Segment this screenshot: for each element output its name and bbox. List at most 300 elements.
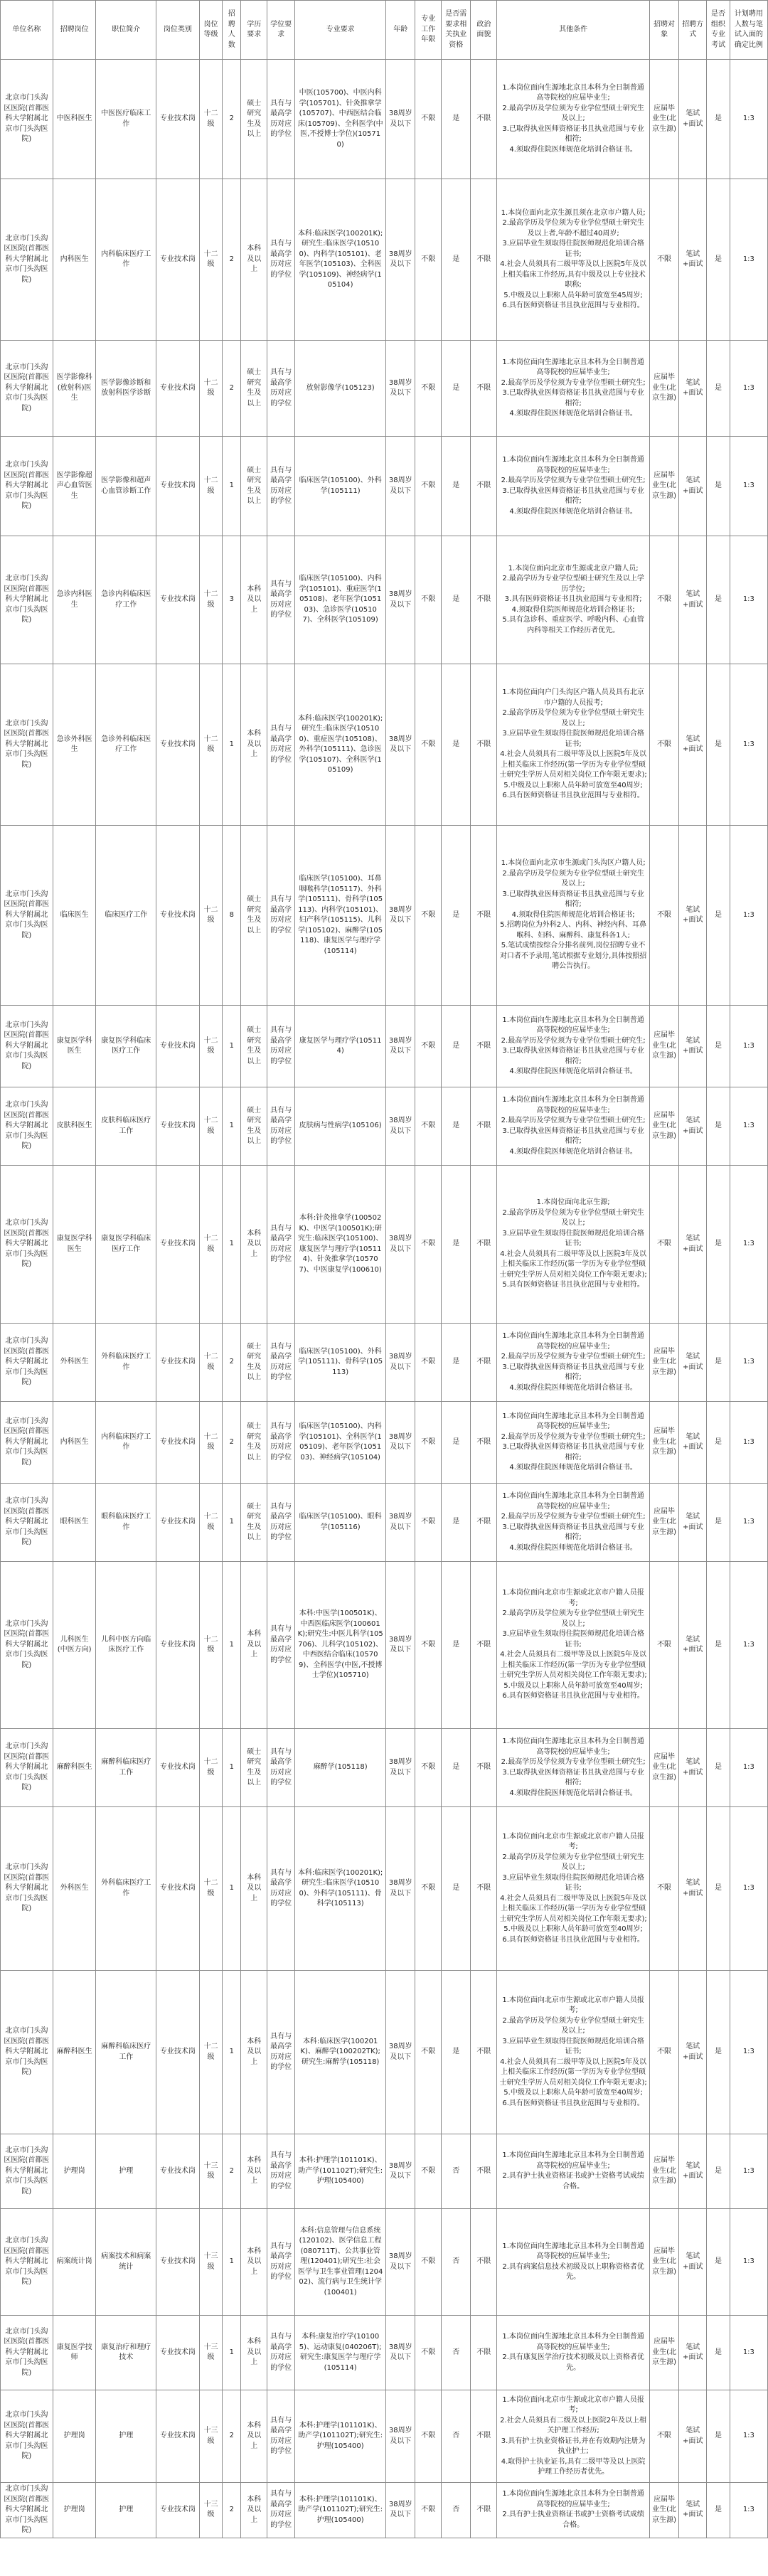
cell-major: 放射影像学(105123) [295,341,386,437]
cell-count: 2 [223,1402,241,1484]
cell-level: 十二级 [199,437,223,536]
cell-brief: 康复医学科临床医疗工作 [96,1166,156,1324]
cell-politics: 不限 [471,2209,497,2316]
cell-exam: 是 [707,1402,730,1484]
cell-politics: 不限 [471,437,497,536]
cell-age: 38周岁及以下 [386,1166,415,1324]
cell-years: 不限 [415,2483,442,2538]
cell-brief: 护理 [96,2134,156,2209]
cell-cert: 是 [442,826,471,1006]
cell-exam: 是 [707,1484,730,1562]
header-years: 专业工作年限 [415,1,442,60]
cell-count: 2 [223,60,241,179]
cell-degree: 具有与最高学历对应的学位 [267,437,295,536]
cell-category: 专业技术岗 [156,1006,200,1087]
cell-unit: 北京市门头沟区医院(首都医科大学附属北京市门头沟医院) [1,2134,53,2209]
table-row [1,664,768,826]
cell-years: 不限 [415,60,442,179]
cell-politics: 不限 [471,60,497,179]
table-row [1,60,768,179]
cell-count: 1 [223,1807,241,1971]
cell-count: 1 [223,1971,241,2134]
cell-category: 专业技术岗 [156,1087,200,1166]
cell-other: 1.本岗位面向生源地北京且本科为全日制普通高等院校的应届毕业生; 2.具有病案信息技术初级及以上职称资格者优先。 [497,2209,650,2316]
cell-age: 38周岁及以下 [386,341,415,437]
cell-edu: 硕士研究生及以上 [241,1324,267,1402]
cell-target: 应届毕业生(北京生源) [649,1402,678,1484]
cell-major: 本科:信息管理与信息系统(120102)、医学信息工程(080711T)、公共事业管理(120401);研究生:社会医学与卫生事业管理(120402)、流行病与卫生统计学(100401) [295,2209,386,2316]
cell-method: 笔试+面试 [679,2316,707,2390]
cell-exam: 是 [707,536,730,664]
cell-cert: 是 [442,179,471,341]
cell-years: 不限 [415,2316,442,2390]
cell-other: 1.本岗位面向北京市生源或北京市户籍人员报考; 2.最高学历及学位须为专业学位型硕士研究生及以上; 3.应届毕业生须取得住院医师规范化培训合格证书; 4.社会人员须具有二级甲等及以上医院5年及以上相关临床工作经历(第一学历为专业学位型硕士研究生学历人员对相关岗位工作年限无要求); 5.中级及以上职称人员年龄可放宽至40周岁; 6.具有医师资格证书且执业范围与专业相符。 [497,1971,650,2134]
cell-edu: 本科及以上 [241,2390,267,2483]
cell-target: 应届毕业生(北京生源) [649,437,678,536]
cell-degree: 具有与最高学历对应的学位 [267,341,295,437]
cell-exam: 是 [707,2390,730,2483]
cell-count: 1 [223,1087,241,1166]
cell-category: 专业技术岗 [156,179,200,341]
cell-brief: 麻醉科临床医疗工作 [96,1729,156,1807]
cell-unit: 北京市门头沟区医院(首都医科大学附属北京市门头沟医院) [1,1484,53,1562]
cell-exam: 是 [707,826,730,1006]
table-row [1,2390,768,2483]
cell-major: 临床医学(105100)、耳鼻咽喉科学(105117)、外科学(105111)、骨科学(105113)、内科学(105101)、妇产科学(105115)、儿科学(105102)、麻醉学(105118)、康复医学与理疗学(105114) [295,826,386,1006]
cell-major: 临床医学(105100)、眼科学(105116) [295,1484,386,1562]
cell-politics: 不限 [471,1562,497,1729]
cell-cert: 是 [442,1562,471,1729]
cell-method: 笔试+面试 [679,437,707,536]
cell-exam: 是 [707,1971,730,2134]
cell-age: 38周岁及以下 [386,2316,415,2390]
cell-other: 1.本岗位面向生源地北京且本科为全日制普通高等院校的应届毕业生; 2.最高学历及学位须为专业学位型硕士研究生; 3.已取得执业医师资格证书且执业范围与专业相符; 4.须取得住院医师规范化培训合格证书。 [497,1729,650,1807]
header-degree: 学位要求 [267,1,295,60]
cell-post: 护理岗 [53,2134,96,2209]
cell-level: 十二级 [199,1324,223,1402]
cell-edu: 硕士研究生及以上 [241,1729,267,1807]
cell-brief: 护理 [96,2483,156,2538]
table-row [1,2483,768,2538]
table-row [1,1402,768,1484]
cell-ratio: 1:3 [730,664,767,826]
cell-ratio: 1:3 [730,1729,767,1807]
cell-age: 38周岁及以下 [386,1484,415,1562]
cell-cert: 是 [442,341,471,437]
cell-degree: 具有与最高学历对应的学位 [267,1484,295,1562]
cell-major: 本科:针灸推拿学(100502K)、中医学(100501K);研究生:临床医学(105100)、康复医学与理疗学(105114)、针灸推拿学(105707)、中医康复学(100610) [295,1166,386,1324]
cell-cert: 否 [442,2390,471,2483]
cell-edu: 本科及以上 [241,2134,267,2209]
cell-category: 专业技术岗 [156,2134,200,2209]
cell-ratio: 1:3 [730,2316,767,2390]
cell-other: 1.本岗位面向生源地北京且本科为全日制普通高等院校的应届毕业生; 2.具有康复医学治疗技术初级及以上资格者优先。 [497,2316,650,2390]
cell-target: 不限 [649,664,678,826]
cell-other: 1.本岗位面向生源地北京且本科为全日制普通高等院校的应届毕业生; 2.最高学历及学位须为专业学位型硕士研究生; 3.已取得执业医师资格证书且执业范围与专业相符; 4.须取得住院医师规范化培训合格证书。 [497,1402,650,1484]
cell-unit: 北京市门头沟区医院(首都医科大学附属北京市门头沟医院) [1,2483,53,2538]
cell-brief: 临床医疗工作 [96,826,156,1006]
table-row [1,1807,768,1971]
cell-edu: 本科及以上 [241,179,267,341]
cell-cert: 是 [442,1484,471,1562]
cell-brief: 急诊外科临床医疗工作 [96,664,156,826]
cell-unit: 北京市门头沟区医院(首都医科大学附属北京市门头沟医院) [1,1402,53,1484]
cell-category: 专业技术岗 [156,60,200,179]
cell-degree: 具有与最高学历对应的学位 [267,1087,295,1166]
header-unit: 单位名称 [1,1,53,60]
cell-years: 不限 [415,437,442,536]
cell-post: 病案统计岗 [53,2209,96,2316]
cell-age: 38周岁及以下 [386,1729,415,1807]
cell-other: 1.本岗位面向北京市生源或北京户籍人员; 2.最高学历为专业学位型硕士研究生及以上学历学位; 3.具有医师资格证书且执业范围与专业相符; 4.须取得住院医师规范化培训合格证书; 5.具有急诊科、重症医学、呼吸内科、心血管内科等相关工作经历者优先。 [497,536,650,664]
cell-category: 专业技术岗 [156,1807,200,1971]
cell-category: 专业技术岗 [156,826,200,1006]
cell-post: 儿科医生(中医方向) [53,1562,96,1729]
cell-method: 笔试+面试 [679,1807,707,1971]
cell-major: 本科:临床医学(100201K);研究生:临床医学(105100)、外科学(105111)、骨科学(105113) [295,1807,386,1971]
cell-unit: 北京市门头沟区医院(首都医科大学附属北京市门头沟医院) [1,536,53,664]
cell-brief: 医学影像诊断和放射科医学诊断 [96,341,156,437]
cell-degree: 具有与最高学历对应的学位 [267,179,295,341]
cell-major: 本科:护理学(101101K)、助产学(101102T);研究生:护理(105400) [295,2134,386,2209]
cell-politics: 不限 [471,664,497,826]
cell-major: 本科:临床医学(100201K)、麻醉学(100202TK);研究生:麻醉学(105118) [295,1971,386,2134]
cell-years: 不限 [415,1971,442,2134]
cell-politics: 不限 [471,1729,497,1807]
cell-ratio: 1:3 [730,2390,767,2483]
cell-other: 1.本岗位面向生源地北京且本科为全日制普通高等院校的应届毕业生; 2.最高学历及学位须为专业学位型硕士研究生; 3.已取得执业医师资格证书且执业范围与专业相符; 4.须取得住院医师规范化培训合格证书。 [497,1087,650,1166]
cell-category: 专业技术岗 [156,2390,200,2483]
cell-brief: 眼科临床医疗工作 [96,1484,156,1562]
cell-category: 专业技术岗 [156,1484,200,1562]
cell-exam: 是 [707,1087,730,1166]
header-brief: 职位简介 [96,1,156,60]
cell-ratio: 1:3 [730,179,767,341]
cell-degree: 具有与最高学历对应的学位 [267,536,295,664]
cell-politics: 不限 [471,1006,497,1087]
cell-category: 专业技术岗 [156,2209,200,2316]
cell-cert: 是 [442,1006,471,1087]
cell-target: 应届毕业生(北京生源) [649,1729,678,1807]
cell-target: 不限 [649,1807,678,1971]
header-exam: 是否组织专业考试 [707,1,730,60]
cell-other: 1.本岗位面向户门头沟区户籍人员及具有北京市户籍的人员报考; 2.最高学历及学位须为专业学位型硕士研究生及以上; 3.应届毕业生须取得住院医师规范化培训合格证书; 4.社会人员须具有二级甲等及以上医院5年及以上相关临床工作经历(第一学历为专业学位型硕士研究生学历人员对相关岗位工作年限无要求); 5.中级及以上职称人员年龄可放宽至40周岁; 6.具有医师资格证书且执业范围与专业相符。 [497,664,650,826]
cell-level: 十二级 [199,1562,223,1729]
table-row [1,1166,768,1324]
cell-post: 内科医生 [53,1402,96,1484]
cell-count: 1 [223,2209,241,2316]
cell-level: 十三级 [199,2209,223,2316]
cell-edu: 本科及以上 [241,1166,267,1324]
cell-other: 1.本岗位面向北京市生源或北京市户籍人员报考; 2.社会人员须具有二级及以上医院2年及以上相关护理工作经历; 3.具有护士执业资格证书,并在有效期内注册为执业护士; 4.取得护士执业证书,具有二级甲等及以上医院护理工作经历者优先。 [497,2390,650,2483]
cell-major: 临床医学(105100)、内科学(105101)、重症医学(105108)、老年医学(105103)、急诊医学(105107)、全科医学(105109) [295,536,386,664]
cell-years: 不限 [415,341,442,437]
table-row [1,341,768,437]
cell-ratio: 1:3 [730,437,767,536]
cell-politics: 不限 [471,2134,497,2209]
cell-target: 应届毕业生(北京生源) [649,1006,678,1087]
cell-category: 专业技术岗 [156,1562,200,1729]
cell-years: 不限 [415,1807,442,1971]
cell-method: 笔试+面试 [679,1166,707,1324]
cell-other: 1.本岗位面向生源地北京且本科为全日制普通高等院校的应届毕业生; 2.最高学历及学位须为专业学位型硕士研究生; 3.已取得执业医师资格证书且执业范围与专业相符; 4.须取得住院医师规范化培训合格证书。 [497,1006,650,1087]
cell-age: 38周岁及以下 [386,2209,415,2316]
table-row [1,826,768,1006]
cell-category: 专业技术岗 [156,341,200,437]
header-cert: 是否需要求相关执业资格 [442,1,471,60]
cell-post: 康复医学科医生 [53,1166,96,1324]
cell-degree: 具有与最高学历对应的学位 [267,826,295,1006]
cell-edu: 硕士研究生及以上 [241,1006,267,1087]
cell-politics: 不限 [471,2483,497,2538]
cell-age: 38周岁及以下 [386,1807,415,1971]
cell-unit: 北京市门头沟区医院(首都医科大学附属北京市门头沟医院) [1,437,53,536]
cell-method: 笔试+面试 [679,2483,707,2538]
cell-years: 不限 [415,2134,442,2209]
cell-other: 1.本岗位面向生源地北京且本科为全日制普通高等院校的应届毕业生; 2.最高学历及学位须为专业学位型硕士研究生; 3.已取得执业医师资格证书且执业范围与专业相符; 4.须取得住院医师规范化培训合格证书。 [497,341,650,437]
header-age: 年龄 [386,1,415,60]
cell-target: 不限 [649,826,678,1006]
cell-years: 不限 [415,664,442,826]
cell-brief: 外科临床医疗工作 [96,1324,156,1402]
cell-other: 1.本岗位面向北京生源且须在北京市户籍人员; 2.最高学历及学位须为专业学位型硕士研究生及以上者,年龄不超过40周岁; 3.应届毕业生须取得住院医师规范化培训合格证书; 4.社会人员须具有二级甲等及以上医院5年及以上相关临床工作经历,具有中级及以上专业技术职称; 5.中级及以上职称人员年龄可放宽至45周岁; 6.具有医师资格证书且执业范围与专业相符。 [497,179,650,341]
cell-count: 2 [223,179,241,341]
cell-unit: 北京市门头沟区医院(首都医科大学附属北京市门头沟医院) [1,664,53,826]
cell-edu: 本科及以上 [241,1807,267,1971]
cell-other: 1.本岗位面向生源地北京且本科为全日制普通高等院校的应届毕业生; 2.具有护士执业资格证书或护士资格考试成绩合格。 [497,2483,650,2538]
table-row [1,1087,768,1166]
cell-age: 38周岁及以下 [386,1402,415,1484]
cell-count: 2 [223,2390,241,2483]
cell-category: 专业技术岗 [156,437,200,536]
cell-exam: 是 [707,341,730,437]
cell-brief: 急诊内科临床医疗工作 [96,536,156,664]
cell-target: 应届毕业生(北京生源) [649,2483,678,2538]
cell-cert: 是 [442,664,471,826]
cell-ratio: 1:3 [730,341,767,437]
cell-method: 笔试+面试 [679,179,707,341]
cell-method: 笔试+面试 [679,536,707,664]
cell-category: 专业技术岗 [156,2316,200,2390]
cell-politics: 不限 [471,1324,497,1402]
cell-exam: 是 [707,60,730,179]
cell-level: 十二级 [199,1971,223,2134]
cell-years: 不限 [415,179,442,341]
cell-cert: 否 [442,2209,471,2316]
cell-age: 38周岁及以下 [386,437,415,536]
cell-post: 中医科医生 [53,60,96,179]
cell-post: 外科医生 [53,1324,96,1402]
table-row [1,179,768,341]
cell-category: 专业技术岗 [156,1166,200,1324]
cell-unit: 北京市门头沟区医院(首都医科大学附属北京市门头沟医院) [1,826,53,1006]
header-level: 岗位等级 [199,1,223,60]
header-target: 招聘对象 [649,1,678,60]
cell-unit: 北京市门头沟区医院(首都医科大学附属北京市门头沟医院) [1,2390,53,2483]
cell-level: 十二级 [199,341,223,437]
cell-other: 1.本岗位面向生源地北京且本科为全日制普通高等院校的应届毕业生; 2.最高学历及学位须为专业学位型硕士研究生及以上; 3.已取得执业医师资格证书且执业范围与专业相符; 4.须取得住院医师规范化培训合格证书。 [497,60,650,179]
cell-years: 不限 [415,1729,442,1807]
cell-edu: 本科及以上 [241,2483,267,2538]
cell-brief: 内科临床医疗工作 [96,1402,156,1484]
cell-politics: 不限 [471,1484,497,1562]
cell-exam: 是 [707,179,730,341]
cell-method: 笔试+面试 [679,1087,707,1166]
cell-ratio: 1:3 [730,1484,767,1562]
cell-other: 1.本岗位面向北京生源; 2.最高学历及学位须为专业学位型硕士研究生及以上; 3.应届毕业生须取得住院医师规范化培训合格证书; 4.社会人员须具有二级甲等及以上医院3年及以上相关临床工作经历(第一学历为专业学位型硕士研究生学历人员对相关岗位工作年限无要求); 5.具有医师资格证书且执业范围与专业相符。 [497,1166,650,1324]
cell-ratio: 1:3 [730,1324,767,1402]
cell-unit: 北京市门头沟区医院(首都医科大学附属北京市门头沟医院) [1,179,53,341]
cell-cert: 是 [442,1324,471,1402]
cell-unit: 北京市门头沟区医院(首都医科大学附属北京市门头沟医院) [1,1729,53,1807]
cell-unit: 北京市门头沟区医院(首都医科大学附属北京市门头沟医院) [1,1166,53,1324]
cell-exam: 是 [707,1324,730,1402]
cell-post: 康复医学技师 [53,2316,96,2390]
cell-exam: 是 [707,664,730,826]
cell-ratio: 1:3 [730,1402,767,1484]
cell-count: 1 [223,1562,241,1729]
cell-degree: 具有与最高学历对应的学位 [267,2483,295,2538]
cell-degree: 具有与最高学历对应的学位 [267,2209,295,2316]
cell-politics: 不限 [471,1402,497,1484]
cell-exam: 是 [707,1006,730,1087]
cell-major: 本科:临床医学(100201K);研究生:临床医学(105100)、内科学(105101)、老年医学(105103)、全科医学(105109)、神经病学(105104) [295,179,386,341]
cell-method: 笔试+面试 [679,2209,707,2316]
cell-major: 本科:康复治疗学(101005)、运动康复(040206T);研究生:康复医学与理疗学(105114) [295,2316,386,2390]
cell-post: 急诊内科医生 [53,536,96,664]
cell-major: 临床医学(105100)、外科学(105111) [295,437,386,536]
cell-edu: 本科及以上 [241,2209,267,2316]
cell-years: 不限 [415,1484,442,1562]
cell-degree: 具有与最高学历对应的学位 [267,1324,295,1402]
cell-unit: 北京市门头沟区医院(首都医科大学附属北京市门头沟医院) [1,1807,53,1971]
cell-unit: 北京市门头沟区医院(首都医科大学附属北京市门头沟医院) [1,1087,53,1166]
header-edu: 学历要求 [241,1,267,60]
cell-cert: 是 [442,1402,471,1484]
cell-post: 麻醉科医生 [53,1729,96,1807]
cell-count: 2 [223,2134,241,2209]
cell-cert: 是 [442,60,471,179]
cell-other: 1.本岗位面向北京市生源或北京市户籍人员报考; 2.最高学历及学位须为专业学位型硕士研究生及以上; 3.应届毕业生须取得住院医师规范化培训合格证书; 4.社会人员须具有二级甲等及以上医院5年及以上相关临床工作经历(第一学历为专业学位型硕士研究生学历人员对相关岗位工作年限无要求); 5.中级及以上职称人员年龄可放宽至40周岁; 6.具有医师资格证书且执业范围与专业相符。 [497,1562,650,1729]
header-category: 岗位类别 [156,1,200,60]
cell-method: 笔试+面试 [679,1324,707,1402]
cell-degree: 具有与最高学历对应的学位 [267,2316,295,2390]
cell-cert: 是 [442,1166,471,1324]
cell-category: 专业技术岗 [156,1971,200,2134]
cell-ratio: 1:3 [730,2134,767,2209]
cell-ratio: 1:3 [730,2209,767,2316]
cell-method: 笔试+面试 [679,1729,707,1807]
cell-ratio: 1:3 [730,826,767,1006]
cell-target: 应届毕业生(北京生源) [649,60,678,179]
header-row [1,1,768,60]
cell-age: 38周岁及以下 [386,1562,415,1729]
cell-post: 临床医生 [53,826,96,1006]
cell-method: 笔试+面试 [679,2134,707,2209]
cell-edu: 硕士研究生及以上 [241,60,267,179]
cell-count: 1 [223,664,241,826]
cell-cert: 否 [442,2134,471,2209]
cell-post: 医学影像科(放射科)医生 [53,341,96,437]
cell-level: 十二级 [199,664,223,826]
cell-edu: 硕士研究生及以上 [241,437,267,536]
cell-other: 1.本岗位面向北京市生源或北京市户籍人员报考; 2.最高学历及学位须为专业学位型硕士研究生及以上; 3.应届毕业生须取得住院医师规范化培训合格证书; 4.社会人员须具有二级甲等及以上医院5年及以上相关临床工作经历(第一学历为专业学位型硕士研究生学历人员对相关岗位工作年限无要求); 5.中级及以上职称人员年龄可放宽至40周岁; 6.具有医师资格证书且执业范围与专业相符。 [497,1807,650,1971]
cell-exam: 是 [707,437,730,536]
cell-age: 38周岁及以下 [386,1971,415,2134]
cell-target: 应届毕业生(北京生源) [649,2316,678,2390]
cell-count: 1 [223,1006,241,1087]
cell-exam: 是 [707,2316,730,2390]
cell-count: 2 [223,2483,241,2538]
cell-category: 专业技术岗 [156,536,200,664]
cell-brief: 皮肤科临床医疗工作 [96,1087,156,1166]
cell-level: 十二级 [199,1087,223,1166]
cell-brief: 外科临床医疗工作 [96,1807,156,1971]
cell-count: 1 [223,1166,241,1324]
cell-target: 应届毕业生(北京生源) [649,2209,678,2316]
header-major: 专业要求 [295,1,386,60]
cell-target: 不限 [649,2390,678,2483]
cell-politics: 不限 [471,1166,497,1324]
header-ratio: 计划聘用人数与笔试入面的确定比例 [730,1,767,60]
cell-edu: 本科及以上 [241,1971,267,2134]
table-row [1,1484,768,1562]
cell-unit: 北京市门头沟区医院(首都医科大学附属北京市门头沟医院) [1,1562,53,1729]
cell-target: 应届毕业生(北京生源) [649,1324,678,1402]
table-row [1,2316,768,2390]
cell-major: 麻醉学(105118) [295,1729,386,1807]
cell-method: 笔试+面试 [679,60,707,179]
cell-ratio: 1:3 [730,1807,767,1971]
cell-ratio: 1:3 [730,60,767,179]
cell-other: 1.本岗位面向生源地北京且本科为全日制普通高等院校的应届毕业生; 2.具有护士执业资格证书或护士资格考试成绩合格。 [497,2134,650,2209]
cell-method: 笔试+面试 [679,1562,707,1729]
cell-degree: 具有与最高学历对应的学位 [267,1971,295,2134]
cell-degree: 具有与最高学历对应的学位 [267,1729,295,1807]
cell-exam: 是 [707,1562,730,1729]
cell-years: 不限 [415,536,442,664]
cell-level: 十二级 [199,1166,223,1324]
cell-target: 不限 [649,1971,678,2134]
cell-method: 笔试+面试 [679,664,707,826]
cell-target: 不限 [649,179,678,341]
cell-other: 1.本岗位面向生源地北京且本科为全日制普通高等院校的应届毕业生; 2.最高学历及学位须为专业学位型硕士研究生; 3.已取得执业医师资格证书且执业范围与专业相符; 4.须取得住院医师规范化培训合格证书。 [497,1324,650,1402]
cell-edu: 硕士研究生及以上 [241,1087,267,1166]
cell-politics: 不限 [471,826,497,1006]
cell-brief: 儿科中医方向临床医疗工作 [96,1562,156,1729]
cell-brief: 内科临床医疗工作 [96,179,156,341]
cell-method: 笔试+面试 [679,1971,707,2134]
cell-other: 1.本岗位面向北京市生源或门头沟区户籍人员; 2.最高学历及学位须为专业学位型硕士研究生及以上; 3.已取得执业医师资格证书且执业范围与专业相符; 4.须取得住院医师规范化培训合格证书; 5.招聘岗位为外科2人、内科、神经内科、耳鼻喉科、妇科、麻醉科、康复科各1人; 5.笔试成绩按综合分排名前列,岗位招聘专业不对口者不予录用,笔试根据专业划分,具体按照招聘公告执行。 [497,826,650,1006]
header-politics: 政治面貌 [471,1,497,60]
cell-brief: 麻醉科临床医疗工作 [96,1971,156,2134]
cell-brief: 康复医学科临床医疗工作 [96,1006,156,1087]
cell-post: 护理岗 [53,2483,96,2538]
cell-politics: 不限 [471,179,497,341]
cell-age: 38周岁及以下 [386,1087,415,1166]
cell-unit: 北京市门头沟区医院(首都医科大学附属北京市门头沟医院) [1,1324,53,1402]
cell-years: 不限 [415,826,442,1006]
cell-post: 外科医生 [53,1807,96,1971]
table-body [1,60,768,2538]
cell-post: 皮肤科医生 [53,1087,96,1166]
cell-edu: 硕士研究生及以上 [241,826,267,1006]
cell-exam: 是 [707,2134,730,2209]
cell-brief: 护理 [96,2390,156,2483]
cell-level: 十二级 [199,60,223,179]
cell-degree: 具有与最高学历对应的学位 [267,1006,295,1087]
cell-edu: 硕士研究生及以上 [241,1484,267,1562]
